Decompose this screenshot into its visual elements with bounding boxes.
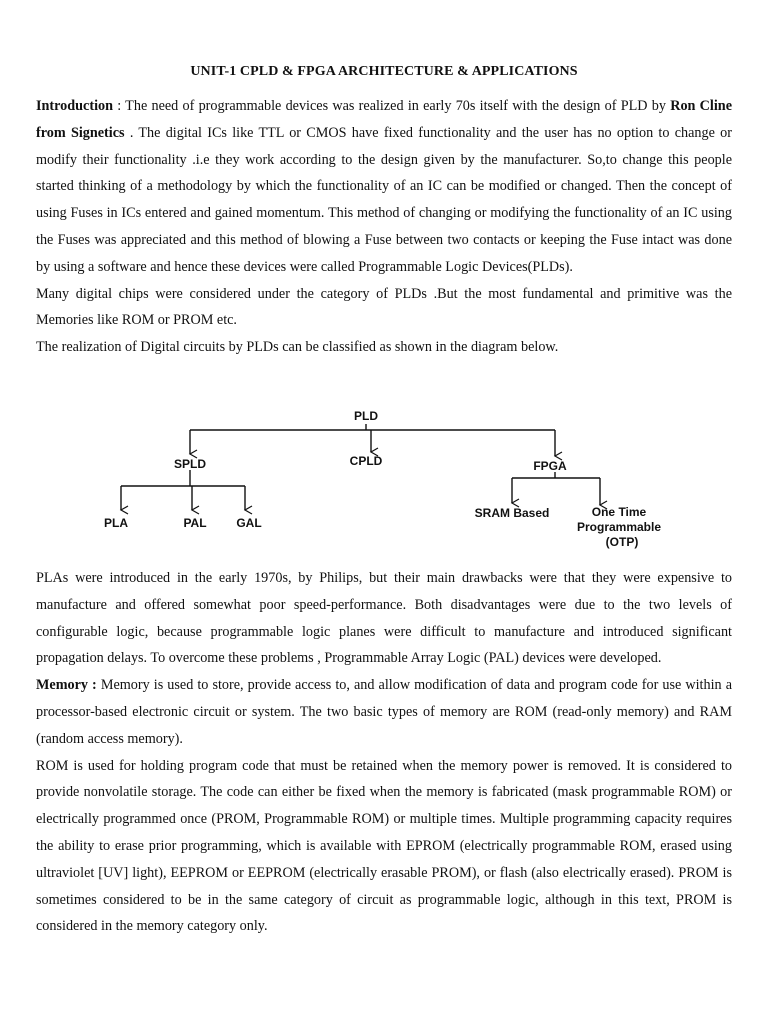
- node-gal: GAL: [236, 516, 262, 530]
- memory-text: Memory is used to store, provide access to, and allow modification of data and program code for use within a processor-based electronic circuit or system. The two basic types of memory are ROM (read-only memory) and RAM (random access memory).: [36, 677, 732, 747]
- node-otp-line-3: (OTP): [605, 535, 639, 549]
- page-title: UNIT-1 CPLD & FPGA ARCHITECTURE & APPLICATIONS: [190, 64, 578, 79]
- node-spld: SPLD: [173, 457, 207, 471]
- intro-text-1: : The need of programmable devices was realized in early 70s itself with the design of PLD by: [113, 98, 671, 114]
- paragraph-2: Many digital chips were considered under the category of PLDs .But the most fundamental and primitive was the Memories like ROM or PROM etc.: [36, 285, 732, 329]
- node-fpga: FPGA: [533, 459, 567, 473]
- node-otp-line-1: One Time: [591, 505, 647, 519]
- node-pal: PAL: [183, 516, 207, 530]
- memory-label: Memory :: [36, 677, 97, 694]
- node-sram-based: SRAM Based: [474, 506, 550, 520]
- node-pla: PLA: [104, 516, 128, 530]
- intro-section: [36, 93, 732, 361]
- paragraph-3: The realization of Digital circuits by PLDs can be classified as shown in the diagram below.: [36, 339, 559, 356]
- intro-paragraph: [36, 93, 732, 281]
- body-section: [36, 565, 732, 940]
- intro-text-2: . The digital ICs like TTL or CMOS have fixed functionality and the user has no option to change or modify their functionality .i.e they work according to the design given by the manufacturer. So,to change this people started thinking of a methodology by which the functionality of an IC can be modified or changed. Then the concept of using Fuses in ICs entered and gained momentum. This method of changing or modifying the functionality of an IC using the Fuses was appreciated and this method of blowing a Fuse between two contacts or keeping the Fuse intact was done by using a software and hence these devices were called Programmable Logic Devices(PLDs).: [36, 124, 732, 275]
- intro-label: Introduction: [36, 98, 113, 114]
- paragraph-rom: ROM is used for holding program code that must be retained when the memory power is removed. It is considered to provide nonvolatile storage. The code can either be fixed when the memory is fabricated (mask programmable ROM) or electrically programmed once (PROM, Programmable ROM) or multiple times. Multiple programming capacity requires the ability to erase prior programming, which is available with EPROM (electrically programmable ROM, erased using ultraviolet [UV] light), EEPROM or EEPROM (electrically erasable PROM), or flash (also electrically erased). PROM is sometimes considered to be in the same category of circuit as programmable logic, although in this text, PROM is considered in the memory category only.: [36, 757, 732, 935]
- node-otp-line-2: Programmable: [576, 520, 662, 534]
- intro-bold-name: Ron Cline from Signetics: [36, 98, 732, 141]
- paragraph-pla: PLAs were introduced in the early 1970s, by Philips, but their main drawbacks were that they were expensive to manufacture and offered somewhat poor speed-performance. Both disadvantages were due to the two levels of configurable logic, because programmable logic planes were difficult to manufacture and introduced significant propagation delays. To overcome these problems , Programmable Array Logic (PAL) devices were developed.: [36, 570, 732, 667]
- node-pld: PLD: [354, 409, 378, 423]
- node-cpld: CPLD: [349, 454, 383, 468]
- memory-paragraph: [36, 672, 732, 752]
- pld-classification-diagram: [0, 400, 768, 560]
